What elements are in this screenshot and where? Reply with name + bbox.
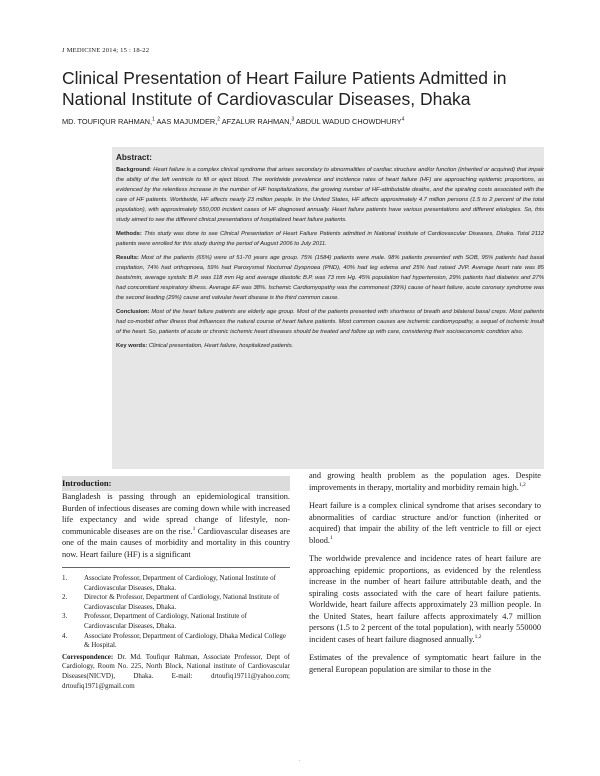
paragraph-text: Cardiovascular diseases are one of the main causes of morbidity and mortality in this country now. Heart failure (HF) is a significant: [62, 526, 290, 559]
left-column: [62, 476, 290, 691]
author-name: ABDUL WADUD CHOWDHURY: [294, 117, 402, 126]
section-label: Conclusion:: [116, 309, 150, 315]
paragraph-text: Estimates of the prevalence of symptomatic heart failure in the general European population are similar to those in the: [309, 653, 541, 674]
section-label: Results:: [116, 255, 139, 261]
section-text: Most of the patients (65%) were of 51-70 years age group. 75% (1584) patients were male. 98% patients presented with SOB, 95% patients had basal crepitation, 74% had orthopnoea, 59% had Paroxysmal Nocturnal Dyspnoea (PND), 40% had leg edema and 25% had raised JVP. Average heart rate was 85 beats/min, average systolic B.P. was 118 mm Hg and average diastolic B.P. was 73 mm Hg. 45% population had hypertension, 29% patients had diabetes and 27% had concomitant respiratory illness. Average EF was 38%. Ischemic Cardiomyopathy was the commonest (39%) cause of heart failure, acute coronary syndrome was the second leading (29%) cause and valvular heart disease is the third common cause.: [116, 255, 544, 301]
section-label: Key words:: [116, 343, 148, 349]
paragraph-text: The worldwide prevalence and incidence rates of heart failure are approaching epidemic proportions, as evidenced by the relentless increase in the number of heart failure attributable death, and the spiraling costs associated with the care of heart failure patients. Worldwide, heart failure affects approximately 23 million people. In the United States, heart failure affects approximately 4.7 million persons (1.5 to 2 percent of the total population), with nearly 550000 incident cases of heart failure diagnosed annually.: [309, 554, 541, 644]
section-label: Methods:: [116, 231, 142, 237]
paragraph-text: Bangladesh is passing through an epidemiological transition. Burden of infectious diseases are coming down while with increased life expectancy and wide spread change of lifestyle, non-communicable diseases are on the rise.: [62, 492, 290, 536]
body-paragraph: [309, 553, 541, 645]
footnote-number: 2.: [62, 593, 68, 602]
footnote-text: Professor, Department of Cardiology, National Institute of Cardiovascular Diseases, Dhaka.: [84, 612, 247, 630]
footnote-text: Associate Professor, Department of Cardiology, Dhaka Medical College & Hospital.: [84, 631, 287, 650]
footnote: [62, 593, 290, 612]
section-text: Clinical presentation, Heart failure, hospitalized patients.: [147, 343, 294, 349]
body-paragraph: [309, 470, 541, 493]
author-affiliation-mark: 3: [291, 116, 295, 123]
author-list: [62, 117, 552, 126]
footnote: [62, 632, 290, 651]
article-title: Clinical Presentation of Heart Failure Patients Admitted in National Institute of Cardiovascular Diseases, Dhaka: [62, 68, 507, 109]
abstract-results-section: [116, 253, 544, 303]
correspondence-text: Dr. Md. Toufiqur Rahman, Associate Professor, Dept of Cardiology, Room No. 225, North Block, National institute of Cardiovascular Diseases(NICVD), Dhaka. E-mail: drtoufiq19711@yahoo.com; drtoufiq1971@gmail.com: [62, 652, 290, 690]
footnote-number: 4.: [62, 631, 68, 640]
abstract-keywords-section: [116, 341, 544, 351]
author-affiliation-mark: 2: [217, 116, 221, 123]
intro-paragraph: [62, 491, 290, 560]
citation: 1: [329, 534, 333, 541]
author-affiliation-mark: 1: [152, 116, 155, 123]
footnote-number: 3.: [62, 612, 68, 621]
author-name: AAS MAJUMDER,: [154, 117, 218, 126]
abstract-background-section: [116, 165, 544, 225]
introduction-heading: Introduction:: [62, 476, 290, 491]
footnote: [62, 612, 290, 631]
correspondence-label: Correspondence:: [62, 652, 114, 661]
abstract-methods-section: [116, 229, 544, 249]
citation: 1: [192, 525, 196, 532]
abstract-heading: Abstract:: [116, 153, 152, 162]
page-mark: .: [299, 757, 301, 763]
abstract-conclusion-section: [116, 307, 544, 337]
body-paragraph: [309, 652, 541, 675]
author-name: AFZALUR RAHMAN,: [220, 117, 292, 126]
section-text: : Heart failure is a complex clinical syndrome that arises secondary to abnormalities of cardiac structure and/or function (inherited or acquired) that impair the ability of the left ventricle to fill or eject blood. The worldwide prevalence and incidence rates of heart failure (HF) are approaching epidemic proportions, as evidenced by the relentless increase in the number of HF hospitalizations, the growing number of HF-attributable deaths, and the spiraling costs associated with the care of HF patients. Worldwide, HF affects nearly 23 million people. In the United States, HF affects approximately 4.7 million persons (1.5 to 2 percent of the total population), with approximately 550,000 incident cases of HF diagnosed annually. Heart failure patients have various presentations and different etiologies. So, this study aimed to see the different clinical presentations of hospitalized heart failure patients.: [116, 167, 544, 223]
citation: 1,2: [518, 481, 526, 488]
section-text: This study was done to see Clinical Presentation of Heart Failure Patients admitted in National Institute of Cardiovascular Diseases, Dhaka. Total 2112 patients were enrolled for this study during the period of August 2006 to July 2011.: [116, 231, 544, 247]
footnote-number: 1.: [62, 574, 68, 582]
journal-header: J MEDICINE 2014; 15 : 18-22: [62, 47, 150, 54]
paragraph-text: Heart failure is a complex clinical syndrome that arises secondary to abnormalities of cardiac structure and/or function (inherited or acquired) that impair the ability of the left ventricle to fill or eject blood.: [309, 501, 541, 545]
section-text: Most of the heart failure patients are elderly age group. Most of the patients presented with shortness of breath and bilateral basal creps. Most patients had co-morbid other illness that influences the natural course of heart failure patients. Most common causes are ischemic cardiomyopathy, a sequel of ischemic insult of the heart. So, patients of acute or chronic ischemic heart diseases should be treated and follow up with care, considering their socioeconomic condition also.: [116, 309, 544, 335]
author-affiliation-mark: 4: [401, 116, 405, 123]
author-name: MD. TOUFIQUR RAHMAN,: [62, 117, 153, 126]
footnote-text: Associate Professor, Department of Cardiology, National Institute of Cardiovascular Diseases, Dhaka.: [84, 574, 276, 592]
body-paragraph: [309, 500, 541, 546]
footnote: [62, 574, 290, 593]
section-label: Background: [116, 167, 150, 173]
citation: 1,2: [474, 633, 482, 640]
footnote-text: Director & Professor, Department of Cardiology, National Institute of Cardiovascular Diseases, Dhaka.: [84, 593, 280, 611]
footnote-divider: [62, 567, 290, 568]
correspondence: [62, 653, 290, 691]
right-column: [309, 470, 541, 682]
abstract: [116, 152, 544, 355]
paragraph-text: and growing health problem as the population ages. Despite improvements in therapy, mortality and morbidity remain high.: [309, 471, 541, 492]
